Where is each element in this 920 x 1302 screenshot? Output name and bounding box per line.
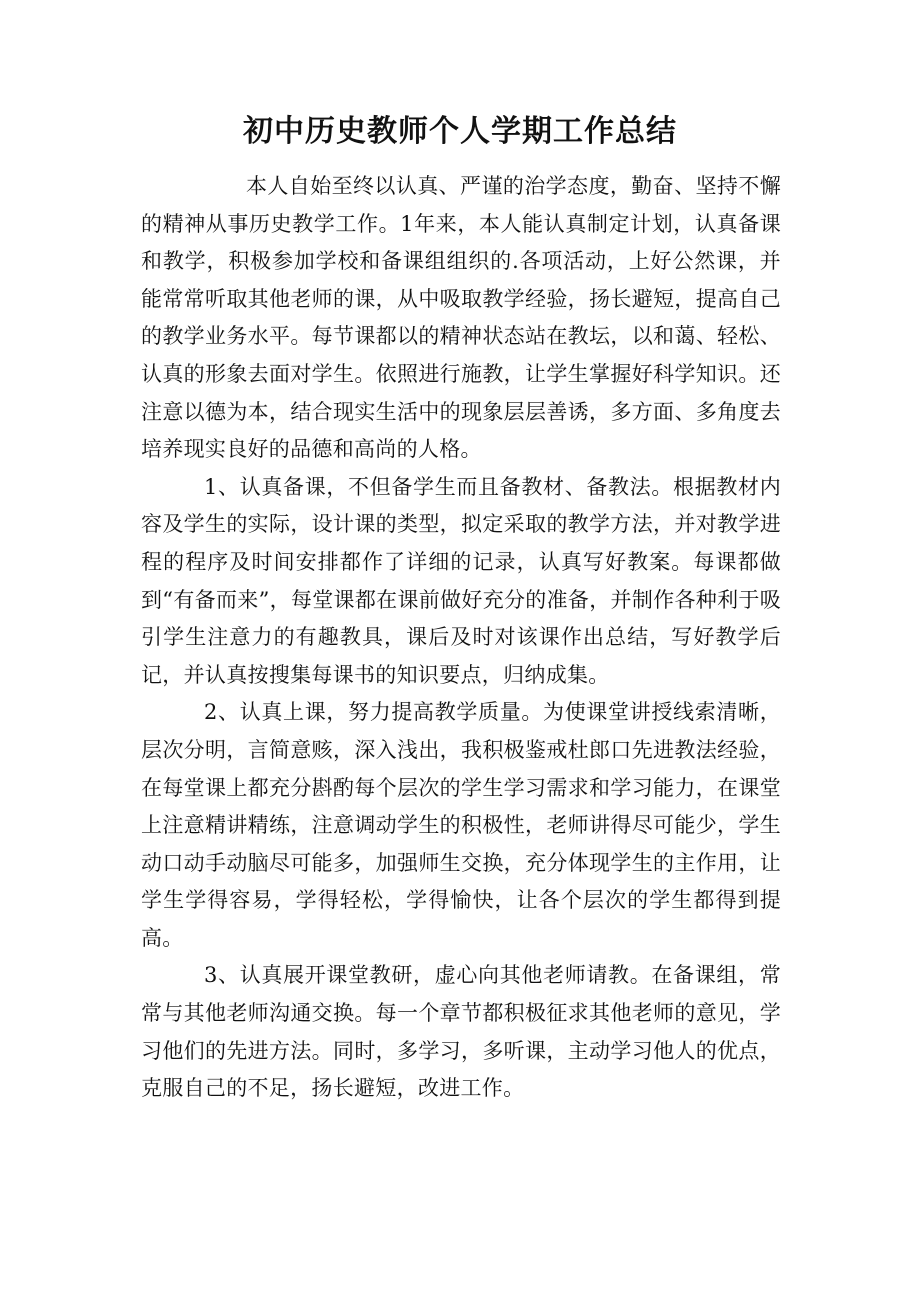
paragraph-lesson-prep: 1、认真备课，不但备学生而且备教材、备教法。根据教材内容及学生的实际，设计课的类型，拟定采取的教学方法，并对教学进程的程序及时间安排都作了详细的记录，认真写好教案。每课都做到“有备而来”，每堂课都在课前做好充分的准备，并制作各种利于吸引学生注意力的有趣教具，课后及时对该课作出总结，写好教学后记，并认真按搜集每课书的知识要点，归纳成集。: [141, 474, 781, 687]
paragraph-intro: 本人自始至终以认真、严谨的治学态度，勤奋、坚持不懈的精神从事历史教学工作。1年来，本人能认真制定计划，认真备课和教学，积极参加学校和备课组组织的.各项活动，上好公然课，并能常常听取其他老师的课，从中吸取教学经验，扬长避短，提高自己的教学业务水平。每节课都以的精神状态站在教坛，以和蔼、轻松、认真的形象去面对学生。依照进行施教，让学生掌握好科学知识。还注意以德为本，结合现实生活中的现象层层善诱，多方面、多角度去培养现实良好的品德和高尚的人格。: [141, 174, 781, 462]
paragraph-research: 3、认真展开课堂教研，虚心向其他老师请教。在备课组，常常与其他老师沟通交换。每一个章节都积极征求其他老师的意见，学习他们的先进方法。同时，多学习，多听课，主动学习他人的优点，克服自己的不足，扬长避短，改进工作。: [141, 963, 781, 1101]
document-title: 初中历史教师个人学期工作总结: [243, 114, 677, 149]
paragraph-teaching: 2、认真上课，努力提高教学质量。为使课堂讲授线索清晰，层次分明，言简意赅，深入浅出，我积极鉴戒杜郎口先进教法经验，在每堂课上都充分斟酌每个层次的学生学习需求和学习能力，在课堂上注意精讲精练，注意调动学生的积极性，老师讲得尽可能少，学生动口动手动脑尽可能多，加强师生交换，充分体现学生的主作用，让学生学得容易，学得轻松，学得愉快，让各个层次的学生都得到提高。: [141, 700, 781, 950]
document-body: [141, 168, 781, 1108]
